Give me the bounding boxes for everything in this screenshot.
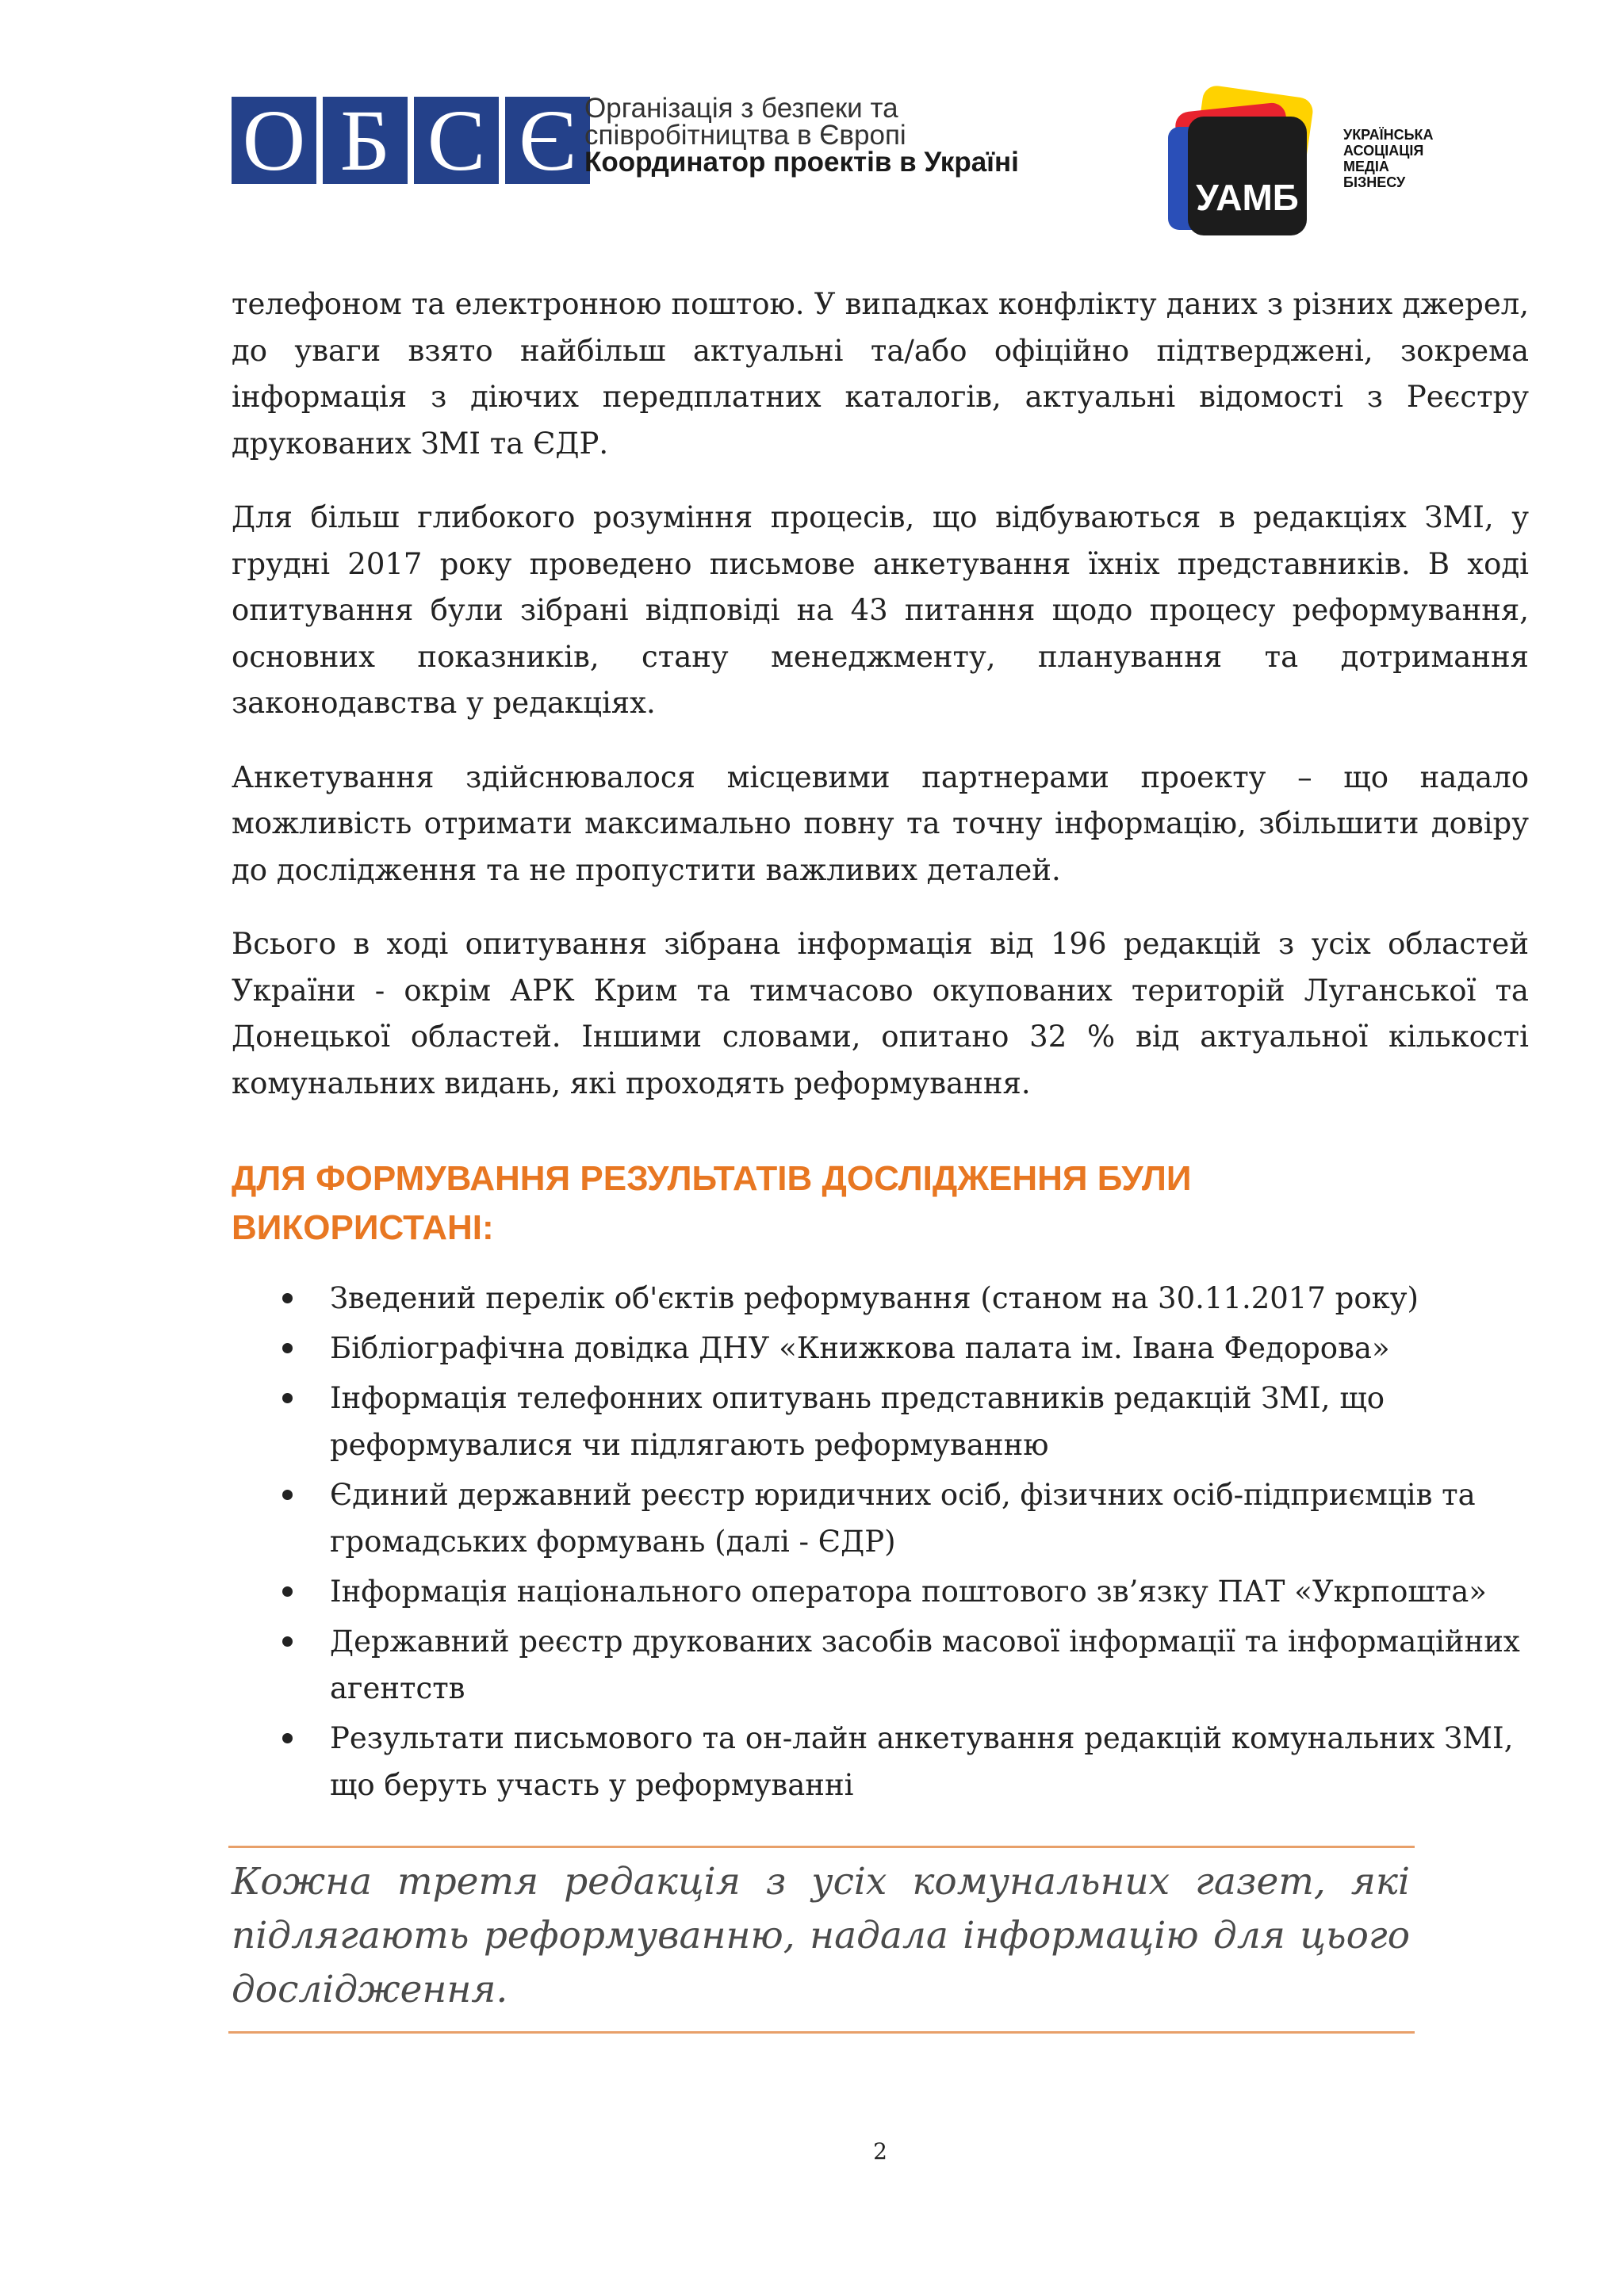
bullet-icon [282, 1490, 293, 1500]
list-item [232, 1715, 1529, 1808]
osce-name-line: Організація з безпеки та [584, 93, 898, 124]
list-item-text: Бібліографічна довідка ДНУ «Книжкова палата ім. Івана Федорова» [330, 1331, 1390, 1365]
section-heading [232, 1154, 1529, 1253]
quote-top-rule [228, 1846, 1415, 1848]
section-heading-line: ВИКОРИСТАНІ: [232, 1208, 494, 1247]
osce-letter-box [232, 92, 316, 189]
page-header [0, 0, 1624, 254]
osce-letter: Б [339, 92, 391, 189]
page-content [232, 281, 1529, 1812]
list-item-text: Державний реєстр друкованих засобів масової інформації та інформаційних агентств [330, 1624, 1520, 1705]
osce-organization-name [584, 95, 1092, 176]
list-item [232, 1325, 1529, 1372]
uamb-name-line: АСОЦІАЦІЯ [1343, 143, 1424, 159]
section-heading-line: ДЛЯ ФОРМУВАННЯ РЕЗУЛЬТАТІВ ДОСЛІДЖЕННЯ БУЛИ [232, 1159, 1192, 1198]
osce-name-line: Координатор проектів в Україні [584, 147, 1019, 178]
osce-name-line: співробітництва в Європі [584, 120, 906, 151]
body-paragraph: Анкетування здійснювалося місцевими партнерами проекту – що надало можливість отримати максимально повну та точну інформацію, збільшити довіру до дослідження та не пропустити важливих деталей. [232, 760, 1529, 887]
list-item [232, 1375, 1529, 1468]
list-item [232, 1618, 1529, 1712]
uamb-logo [1164, 83, 1323, 242]
osce-letter: С [427, 92, 486, 189]
bullet-icon [282, 1586, 293, 1597]
uamb-organization-name [1343, 127, 1434, 190]
body-paragraph: телефоном та електронною поштою. У випадках конфлікту даних з різних джерел, до уваги взято найбільш актуальні та/або офіційно підтверджені, зокрема інформація з діючих передплатних каталогів, актуальні відомості з Реєстру друкованих ЗМІ та ЄДР. [232, 287, 1529, 461]
bullet-icon [282, 1636, 293, 1647]
bullet-icon [282, 1343, 293, 1353]
bullet-icon [282, 1293, 293, 1303]
osce-letter: Є [519, 92, 576, 189]
bullet-icon [282, 1393, 293, 1403]
uamb-name-line: УКРАЇНСЬКА [1343, 127, 1434, 143]
osce-letter-box [414, 92, 499, 189]
body-paragraph: Для більш глибокого розуміння процесів, що відбуваються в редакціях ЗМІ, у грудні 2017 року проведено письмове анкетування їхніх представників. В ході опитування були зібрані відповіді на 43 питання щодо процесу реформування, основних показників, стану менеджменту, планування та дотримання законодавства у редакціях. [232, 500, 1529, 720]
uamb-name-line: МЕДІА [1343, 159, 1389, 174]
bullet-icon [282, 1733, 293, 1743]
page-number: 2 [873, 2138, 887, 2164]
pull-quote: Кожна третя редакція з усіх комунальних газет, які підлягають реформуванню, надала інформацію для цього дослідження. [232, 1860, 1410, 2011]
osce-letter: О [242, 92, 306, 189]
osce-letter-box [505, 92, 590, 189]
list-item-text: Результати письмового та он-лайн анкетування редакцій комунальних ЗМІ, що беруть участь у реформуванні [330, 1721, 1514, 1802]
list-item [232, 1568, 1529, 1615]
uamb-name-line: БІЗНЕСУ [1343, 174, 1406, 190]
body-paragraph: Всього в ході опитування зібрана інформація від 196 редакцій з усіх областей України - окрім АРК Крим та тимчасово окупованих територій Луганської та Донецької областей. Іншими словами, опитано 32 % від актуальної кількості комунальних видань, які проходять реформування. [232, 927, 1529, 1100]
list-item-text: Інформація національного оператора поштового зв’язку ПАТ «Укрпошта» [330, 1575, 1487, 1609]
osce-logo [232, 92, 590, 189]
list-item [232, 1471, 1529, 1565]
list-item-text: Інформація телефонних опитувань представників редакцій ЗМІ, що реформувалися чи підлягають реформуванню [330, 1381, 1385, 1462]
quote-bottom-rule [228, 2031, 1415, 2034]
list-item-text: Єдиний державний реєстр юридичних осіб, фізичних осіб-підприємців та громадських формувань (далі - ЄДР) [330, 1478, 1476, 1559]
list-item-text: Зведений перелік об'єктів реформування (станом на 30.11.2017 року) [330, 1281, 1419, 1315]
osce-letter-box [323, 92, 408, 189]
sources-list [232, 1275, 1529, 1808]
uamb-abbr: УАМБ [1196, 177, 1299, 218]
list-item [232, 1275, 1529, 1322]
